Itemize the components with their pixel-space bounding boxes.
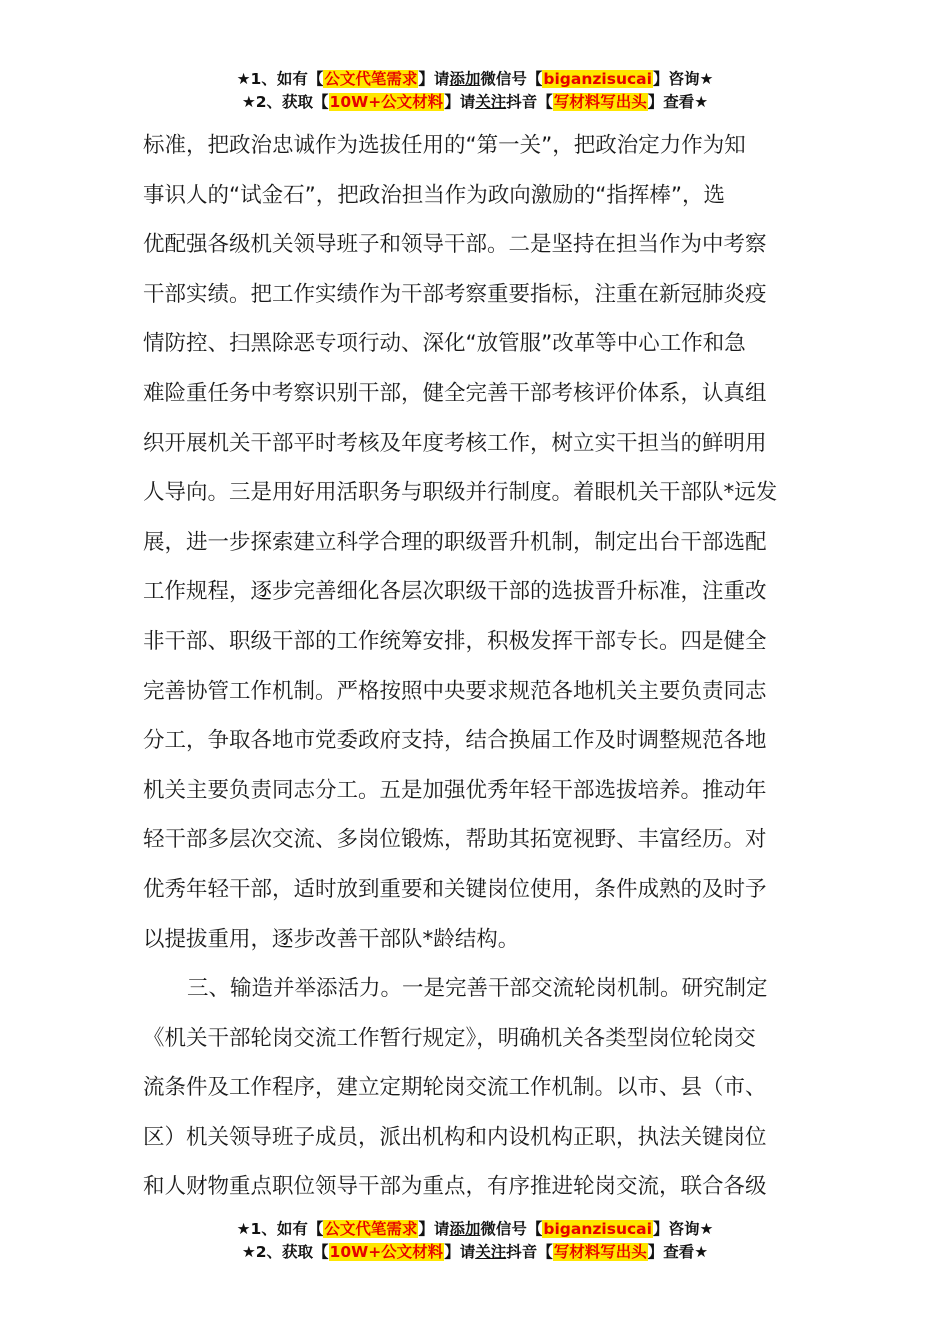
text-line: 人导向。三是用好用活职务与职级并行制度。着眼机关干部队*远发 [143,480,778,506]
banner-underlined: 添加 [449,70,481,88]
highlight-materials: 10W+公文材料 [329,93,444,111]
highlight-service: 公文代笔需求 [324,1220,418,1238]
text-line: 织开展机关干部平时考核及年度考核工作，树立实干担当的鲜明用 [143,430,767,456]
text-line: 轻干部多层次交流、多岗位锻炼，帮助其拓宽视野、丰富经历。对 [143,827,767,853]
text-line: 非干部、职级干部的工作统筹安排，积极发挥干部专长。四是健全 [143,628,767,654]
text-line: 区）机关领导班子成员，派出机构和内设机构正职，执法关键岗位 [143,1124,767,1150]
highlight-service: 公文代笔需求 [324,70,418,88]
banner-text: 】请 [418,1220,450,1238]
text-line: 难险重任务中考察识别干部，健全完善干部考核评价体系，认真组 [143,380,767,406]
highlight-douyin: 写材料写出头 [553,93,647,111]
banner-text: ★1、如有【 [236,70,324,88]
highlight-wechat-id: biganzisucai [543,70,652,88]
highlight-wechat-id: biganzisucai [543,1220,652,1238]
text-line: 机关主要负责同志分工。五是加强优秀年轻干部选拔培养。推动年 [143,777,767,803]
text-line: 和人财物重点职位领导干部为重点，有序推进轮岗交流，联合各级 [143,1174,767,1200]
banner-text: 】请 [418,70,450,88]
document-body [143,121,811,1212]
banner-underlined: 关注 [475,93,507,111]
banner-text: 】请 [444,1243,476,1261]
text-line: 完善协管工作机制。严格按照中央要求规范各地机关主要负责同志 [143,678,767,704]
banner-text: 】咨询★ [652,70,714,88]
banner-text: ★2、获取【 [241,93,329,111]
text-line: 展，进一步探索建立科学合理的职级晋升机制，制定出台干部选配 [143,529,767,555]
banner-text: ★1、如有【 [236,1220,324,1238]
banner-text: 抖音【 [506,1243,553,1261]
banner-text: 抖音【 [506,93,553,111]
footer-banner [0,1218,950,1264]
header-banner [0,68,950,114]
text-line: 以提拔重用，逐步改善干部队*龄结构。 [143,926,520,952]
banner-line-2 [0,1241,950,1264]
text-line: 标准，把政治忠诚作为选拔任用的“第一关”，把政治定力作为知 [143,133,746,158]
banner-line-1 [0,1218,950,1241]
banner-text: 】查看★ [647,93,709,111]
text-line: 分工，争取各地市党委政府支持，结合换届工作及时调整规范各地 [143,728,767,754]
highlight-douyin: 写材料写出头 [553,1243,647,1261]
banner-text: 】咨询★ [652,1220,714,1238]
banner-underlined: 添加 [449,1220,481,1238]
text-line: 工作规程，逐步完善细化各层次职级干部的选拔晋升标准，注重改 [143,579,767,605]
banner-text: 微信号【 [480,1220,543,1238]
banner-text: 】查看★ [647,1243,709,1261]
text-line: 优配强各级机关领导班子和领导干部。二是坚持在担当作为中考察 [143,232,767,258]
banner-line-2 [0,91,950,114]
banner-text: ★2、获取【 [241,1243,329,1261]
section-heading-line: 三、输造并举添活力。一是完善干部交流轮岗机制。研究制定 [187,976,768,1002]
text-line: 流条件及工作程序，建立定期轮岗交流工作机制。以市、县（市、 [143,1075,767,1101]
text-line: 情防控、扫黑除恶专项行动、深化“放管服”改革等中心工作和急 [143,331,746,357]
banner-text: 】请 [444,93,476,111]
highlight-materials: 10W+公文材料 [329,1243,444,1261]
banner-text: 微信号【 [480,70,543,88]
banner-underlined: 关注 [475,1243,507,1261]
text-line: 干部实绩。把工作实绩作为干部考察重要指标，注重在新冠肺炎疫 [143,281,767,307]
text-line: 事识人的“试金石”，把政治担当作为政向激励的“指挥棒”，选 [143,182,726,208]
banner-line-1 [0,68,950,91]
text-line: 优秀年轻干部，适时放到重要和关键岗位使用，条件成熟的及时予 [143,876,767,902]
text-line: 《机关干部轮岗交流工作暂行规定》，明确机关各类型岗位轮岗交 [143,1025,756,1051]
